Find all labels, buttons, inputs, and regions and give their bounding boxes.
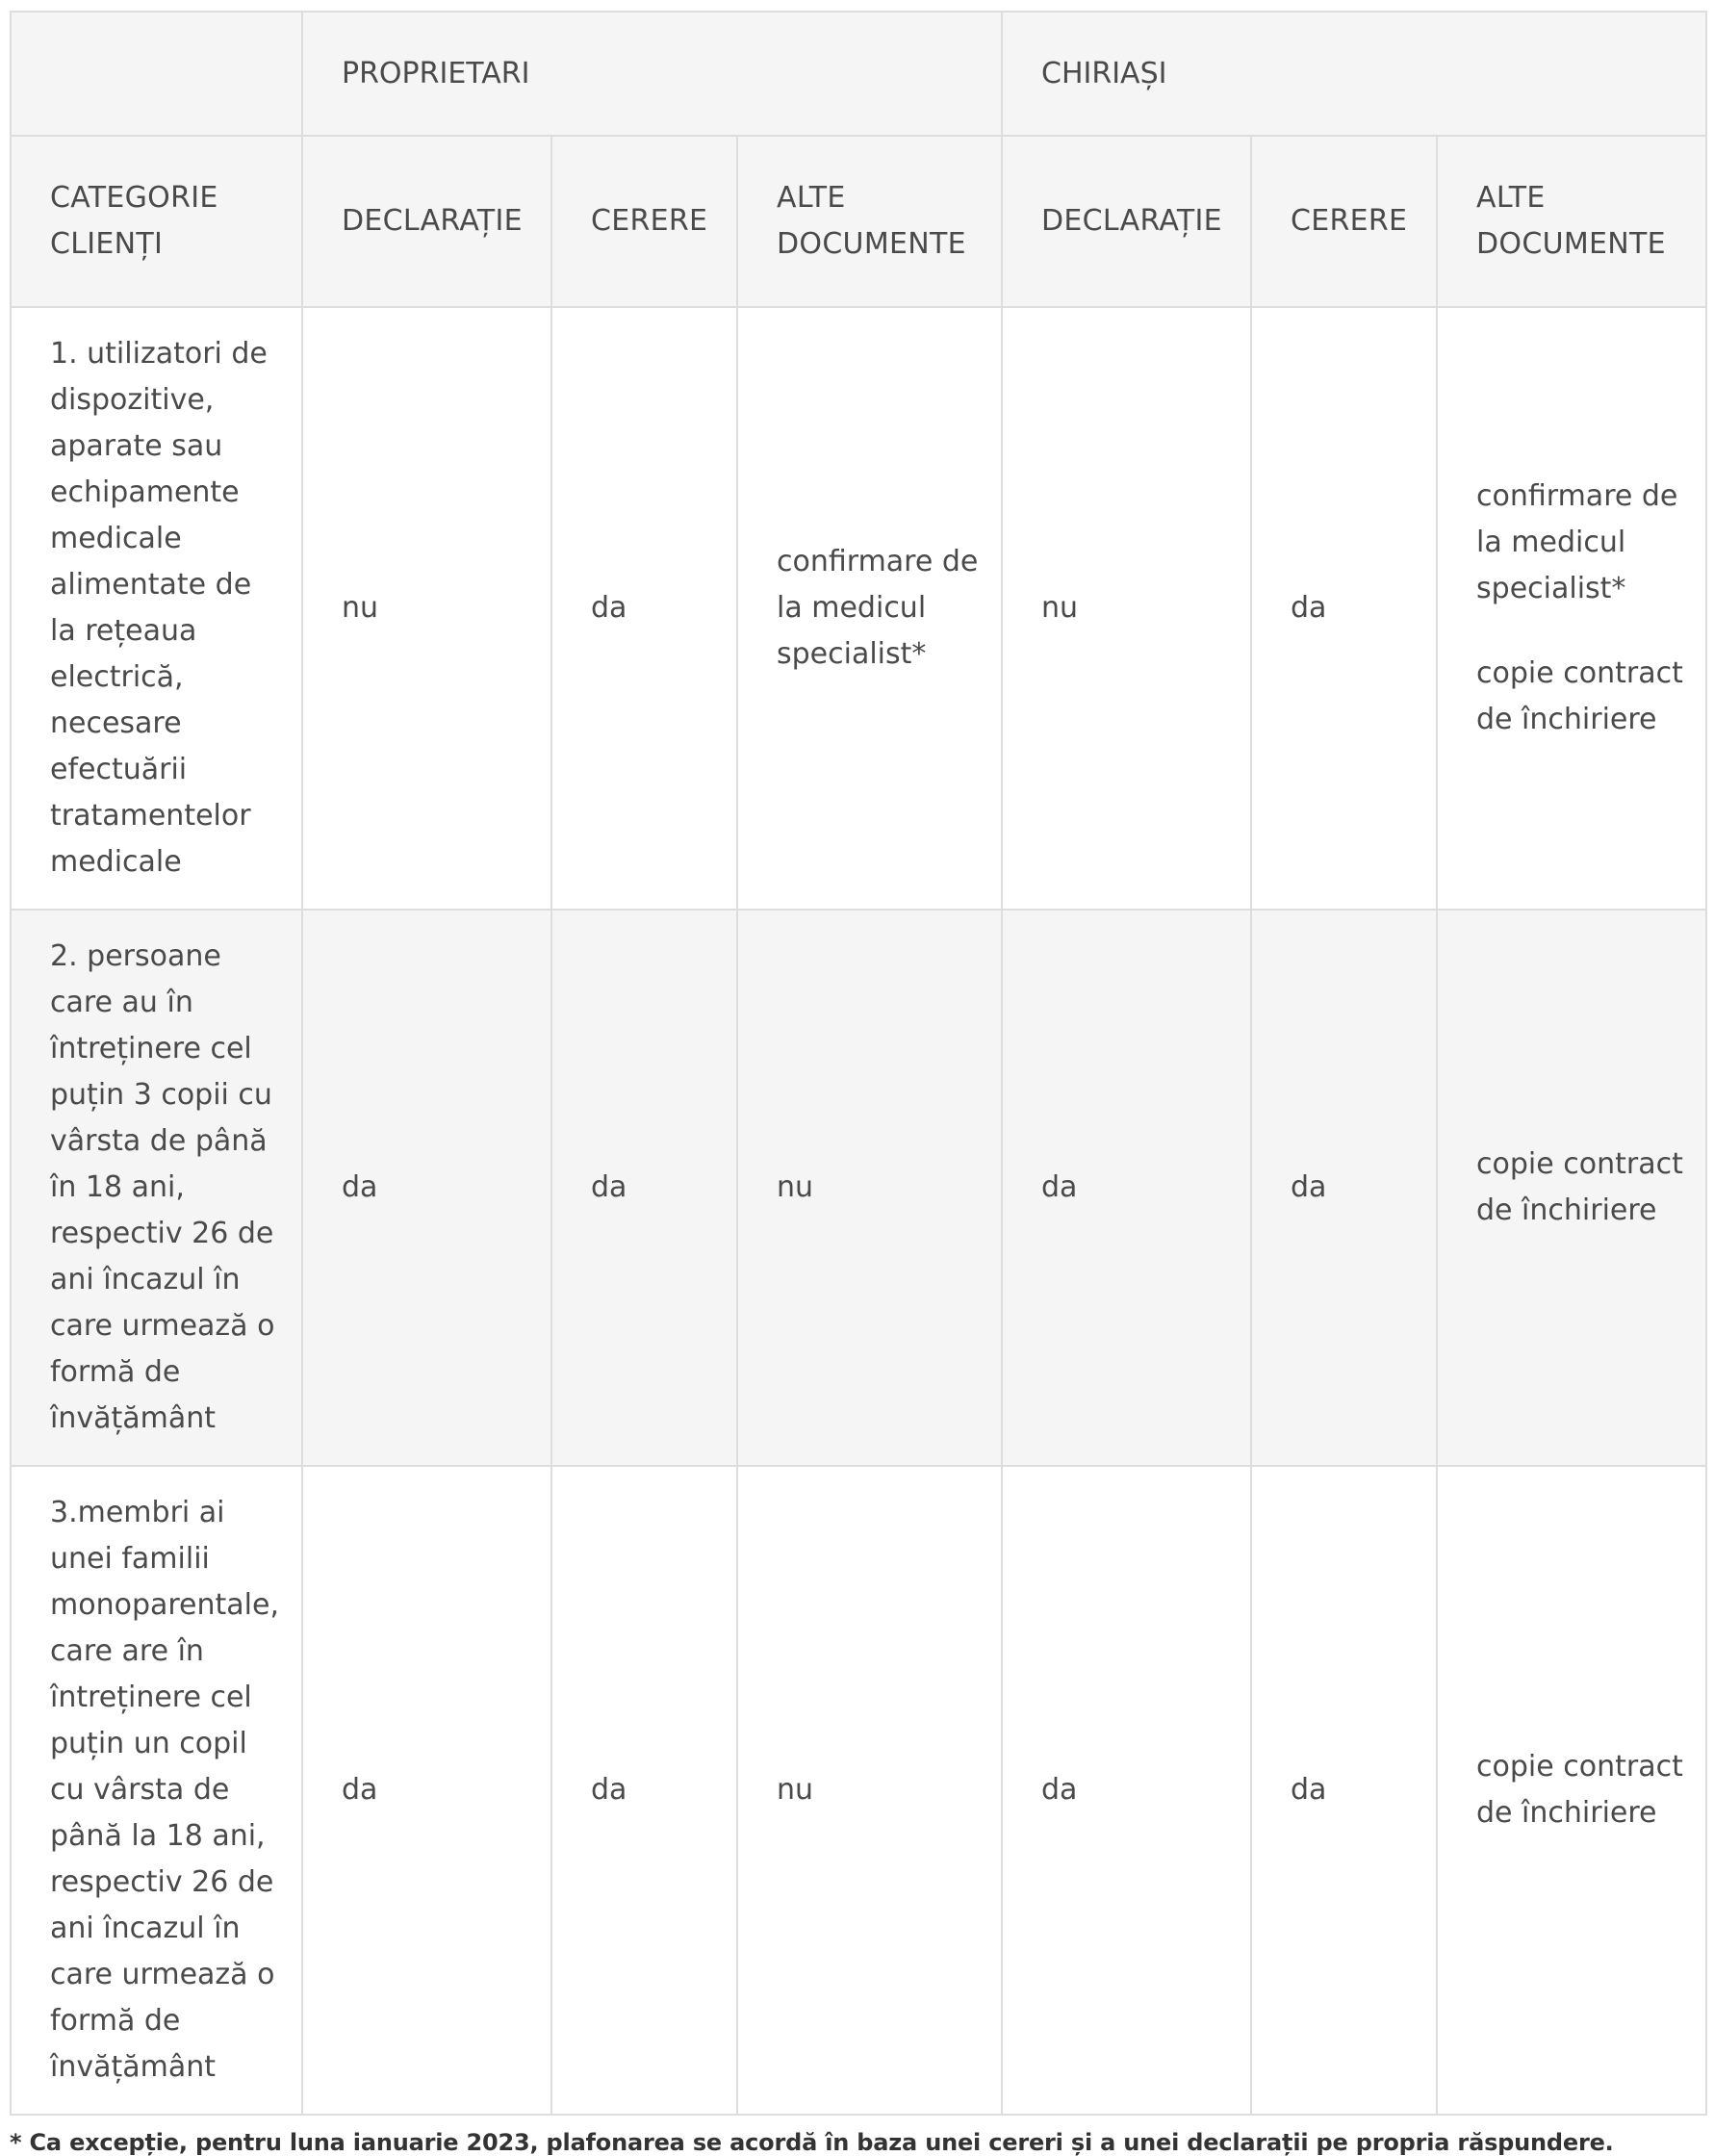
cell-chir-alte xyxy=(1437,307,1706,910)
cell-prop-alte: confirmare de la medicul specialist* xyxy=(737,307,1002,910)
table-body xyxy=(11,307,1706,2115)
column-header-categorie: CATEGORIE CLIENȚI xyxy=(11,136,302,307)
table-row xyxy=(11,1466,1706,2115)
cell-categorie: 2. persoane care au în întreținere cel puțin 3 copii cu vârsta de până în 18 ani, respectiv 26 de ani încazul în care urmează o formă de învățământ xyxy=(11,910,302,1466)
cell-chir-cerere: da xyxy=(1251,1466,1437,2115)
cell-prop-cerere: da xyxy=(551,1466,737,2115)
cell-categorie: 1. utilizatori de dispozitive, aparate sau echipamente medicale alimentate de la rețeaua electrică, necesare efectuării tratamentelor medicale xyxy=(11,307,302,910)
column-header-row xyxy=(11,136,1706,307)
chir-alte-line-2: copie contract de închiriere xyxy=(1476,656,1683,736)
cell-chir-cerere: da xyxy=(1251,910,1437,1466)
group-header-proprietari: PROPRIETARI xyxy=(302,12,1002,136)
cell-chir-alte: copie contract de închiriere xyxy=(1437,910,1706,1466)
column-header-chir-alte: ALTE DOCUMENTE xyxy=(1437,136,1706,307)
cell-chir-declaratie: da xyxy=(1002,1466,1251,2115)
column-header-prop-alte: ALTE DOCUMENTE xyxy=(737,136,1002,307)
column-header-chir-cerere: CERERE xyxy=(1251,136,1437,307)
cell-chir-declaratie: nu xyxy=(1002,307,1251,910)
cell-prop-cerere: da xyxy=(551,910,737,1466)
cell-spacer xyxy=(1476,612,1686,651)
table-row xyxy=(11,910,1706,1466)
table-row xyxy=(11,307,1706,910)
column-header-chir-declaratie: DECLARAȚIE xyxy=(1002,136,1251,307)
cell-prop-cerere: da xyxy=(551,307,737,910)
group-header-row xyxy=(11,12,1706,136)
column-header-prop-declaratie: DECLARAȚIE xyxy=(302,136,551,307)
group-header-chiriasi: CHIRIAȘI xyxy=(1002,12,1706,136)
footnote: * Ca excepție, pentru luna ianuarie 2023, plafonarea se acordă în baza unei cereri și a unei declarații pe propria răspundere. xyxy=(10,2129,1614,2156)
cell-prop-alte: nu xyxy=(737,910,1002,1466)
cell-prop-declaratie: nu xyxy=(302,307,551,910)
empty-corner-cell xyxy=(11,12,302,136)
cell-prop-alte: nu xyxy=(737,1466,1002,2115)
column-header-prop-cerere: CERERE xyxy=(551,136,737,307)
eligibility-table xyxy=(10,11,1707,2116)
cell-chir-alte: copie contract de închiriere xyxy=(1437,1466,1706,2115)
cell-prop-declaratie: da xyxy=(302,1466,551,2115)
chir-alte-line-1: confirmare de la medicul specialist* xyxy=(1476,479,1678,605)
cell-categorie: 3.membri ai unei familii monoparentale, care are în întreținere cel puțin un copil cu vârsta de până la 18 ani, respectiv 26 de ani încazul în care urmează o formă de învățământ xyxy=(11,1466,302,2115)
cell-chir-cerere: da xyxy=(1251,307,1437,910)
cell-chir-declaratie: da xyxy=(1002,910,1251,1466)
cell-prop-declaratie: da xyxy=(302,910,551,1466)
table-header xyxy=(11,12,1706,307)
